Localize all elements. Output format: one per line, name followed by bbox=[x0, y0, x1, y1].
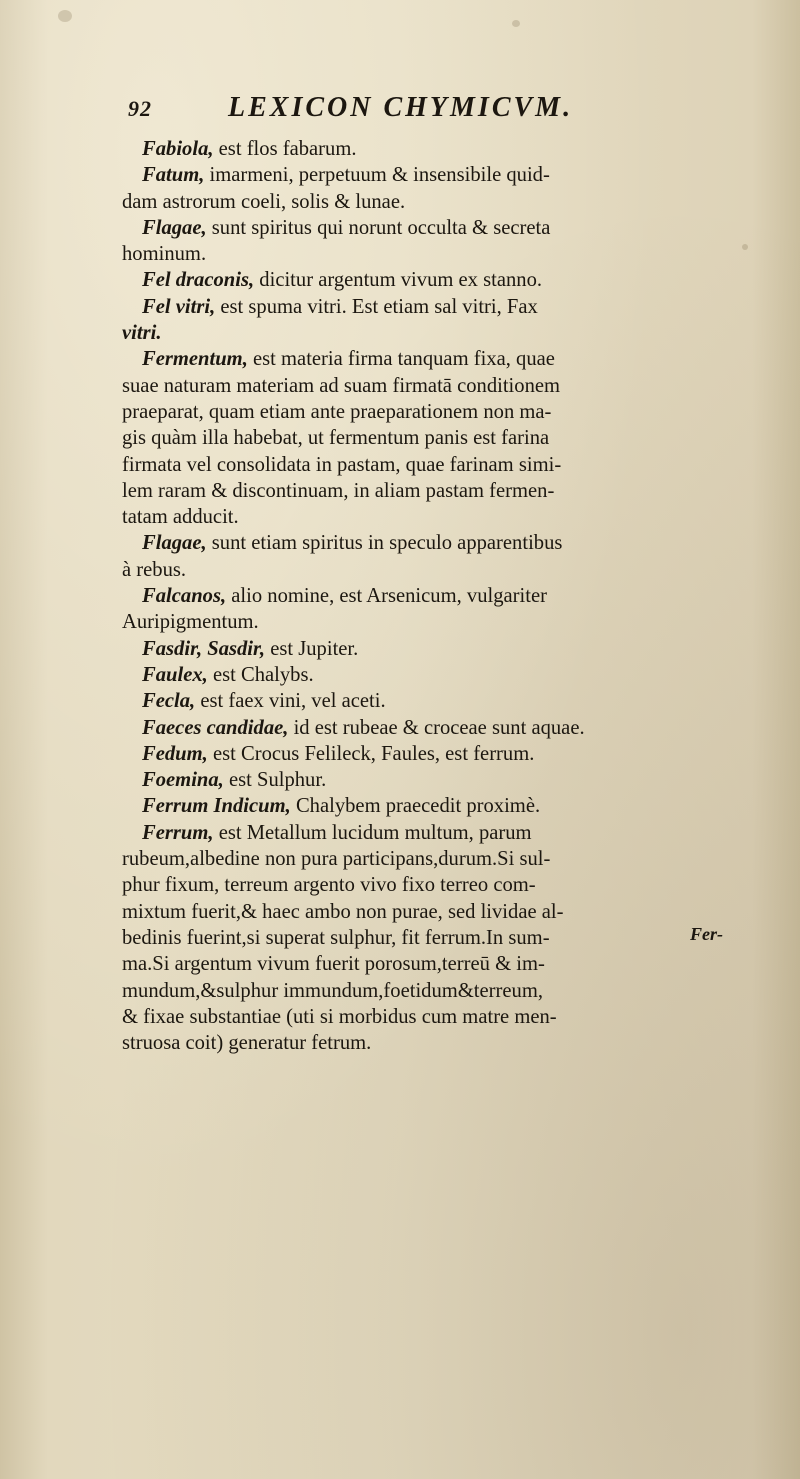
text-line bbox=[122, 951, 692, 977]
text-line bbox=[122, 425, 692, 451]
entry-headword: Foemina, bbox=[142, 769, 224, 792]
entry-text: est materia firma tanquam fixa, quae bbox=[253, 348, 555, 371]
text-line bbox=[122, 662, 692, 688]
entry-headword: Fatum, bbox=[142, 164, 205, 187]
entry-text: & fixae substantiae (uti si morbidus cum matre men- bbox=[122, 1005, 557, 1028]
entry-text: imarmeni, perpetuum & insensibile quid- bbox=[209, 164, 550, 187]
entry-text: mixtum fuerit,& haec ambo non purae, sed lividae al- bbox=[122, 900, 564, 923]
text-line bbox=[122, 1004, 692, 1030]
entry-headword: Ferrum Indicum, bbox=[142, 795, 291, 818]
entry-text: Chalybem praecedit proximè. bbox=[295, 795, 541, 818]
entry-text: est spuma vitri. Est etiam sal vitri, Fax bbox=[220, 295, 538, 318]
entry-text: firmata vel consolidata in pastam, quae farinam simi- bbox=[122, 453, 562, 476]
entry-text: est flos fabarum. bbox=[218, 138, 357, 160]
entry-text: ma.Si argentum vivum fuerit porosum,terreū & im- bbox=[122, 953, 545, 976]
running-head: LEXICON CHYMICVM. bbox=[228, 92, 574, 123]
entry-text: rubeum,albedine non pura participans,durum.Si sul- bbox=[122, 848, 551, 871]
text-line bbox=[122, 189, 692, 215]
text-line bbox=[122, 267, 692, 293]
text-line bbox=[122, 793, 692, 819]
entry-headword: Fel vitri, bbox=[142, 295, 216, 318]
text-line bbox=[122, 215, 692, 241]
text-line bbox=[122, 504, 692, 530]
entry-headword: Fabiola, bbox=[142, 138, 214, 160]
catchword: Fer- bbox=[690, 924, 723, 944]
entry-headword: Falcanos, bbox=[142, 585, 227, 608]
entry-text: est Metallum lucidum multum, parum bbox=[218, 821, 532, 844]
text-line bbox=[122, 452, 692, 478]
entry-headword: Fecla, bbox=[142, 690, 196, 713]
entry-text: est Jupiter. bbox=[270, 637, 359, 660]
body-text bbox=[122, 136, 692, 1056]
entry-text: tatam adducit. bbox=[122, 506, 239, 529]
text-line bbox=[122, 373, 692, 399]
text-line bbox=[122, 346, 692, 372]
entry-headword: Flagae, bbox=[142, 532, 207, 555]
text-line bbox=[122, 978, 692, 1004]
page-header bbox=[128, 92, 688, 132]
text-line bbox=[122, 320, 692, 346]
text-line bbox=[122, 925, 692, 951]
entry-text: mundum,&sulphur immundum,foetidum&terreum, bbox=[122, 979, 543, 1002]
entry-headword: Flagae, bbox=[142, 216, 207, 239]
text-line bbox=[122, 478, 692, 504]
text-line bbox=[122, 636, 692, 662]
text-line bbox=[122, 162, 692, 188]
entry-text: à rebus. bbox=[122, 558, 187, 581]
entry-text: gis quàm illa habebat, ut fermentum panis est farina bbox=[122, 427, 550, 450]
text-line bbox=[122, 820, 692, 846]
entry-headword: Fermentum, bbox=[142, 348, 248, 371]
entry-text: dam astrorum coeli, solis & lunae. bbox=[122, 190, 406, 213]
text-line bbox=[122, 846, 692, 872]
entry-headword: Fel draconis, bbox=[142, 269, 255, 292]
text-line bbox=[122, 1030, 692, 1056]
entry-text: struosa coit) generatur fetrum. bbox=[122, 1032, 372, 1055]
entry-text: est Crocus Felileck, Faules, est ferrum. bbox=[212, 742, 535, 765]
entry-headword: Faeces candidae, bbox=[142, 716, 289, 739]
entry-text: phur fixum, terreum argento vivo fixo terreo com- bbox=[122, 874, 536, 897]
text-line bbox=[122, 294, 692, 320]
foxing-spot bbox=[512, 20, 520, 27]
entry-text: praeparat, quam etiam ante praeparationem non ma- bbox=[122, 400, 552, 423]
foxing-spot bbox=[742, 244, 748, 250]
entry-text: suae naturam materiam ad suam firmatā conditionem bbox=[122, 374, 561, 397]
entry-text: alio nomine, est Arsenicum, vulgariter bbox=[231, 585, 547, 608]
entry-text: est Chalybs. bbox=[212, 663, 314, 686]
text-line bbox=[122, 767, 692, 793]
entry-headword: Faulex, bbox=[142, 663, 208, 686]
entry-text: sunt spiritus qui norunt occulta & secreta bbox=[211, 216, 551, 239]
text-line bbox=[122, 609, 692, 635]
text-line bbox=[122, 715, 692, 741]
text-line bbox=[122, 741, 692, 767]
entry-text: sunt etiam spiritus in speculo apparentibus bbox=[211, 532, 563, 555]
entry-text: est faex vini, vel aceti. bbox=[200, 690, 386, 713]
text-line bbox=[122, 583, 692, 609]
page-number: 92 bbox=[128, 96, 152, 121]
entry-text: id est rubeae & croceae sunt aquae. bbox=[293, 716, 585, 739]
text-line bbox=[122, 872, 692, 898]
entry-headword: Ferrum, bbox=[142, 821, 214, 844]
entry-headword: Fasdir, Sasdir, bbox=[142, 637, 266, 660]
entry-text: est Sulphur. bbox=[228, 769, 327, 792]
text-line bbox=[122, 530, 692, 556]
text-line bbox=[122, 688, 692, 714]
text-line bbox=[122, 241, 692, 267]
entry-text: dicitur argentum vivum ex stanno. bbox=[259, 269, 543, 292]
text-line bbox=[122, 399, 692, 425]
foxing-spot bbox=[58, 10, 72, 22]
text-line bbox=[122, 899, 692, 925]
entry-text: hominum. bbox=[122, 243, 207, 266]
entry-headword: Fedum, bbox=[142, 742, 208, 765]
entry-text: bedinis fuerint,si superat sulphur, fit ferrum.In sum- bbox=[122, 926, 550, 949]
entry-text: Auripigmentum. bbox=[122, 611, 259, 634]
text-line bbox=[122, 136, 692, 162]
text-line bbox=[122, 557, 692, 583]
entry-headword: vitri. bbox=[122, 322, 162, 345]
entry-text: lem raram & discontinuam, in aliam pastam fermen- bbox=[122, 479, 555, 502]
